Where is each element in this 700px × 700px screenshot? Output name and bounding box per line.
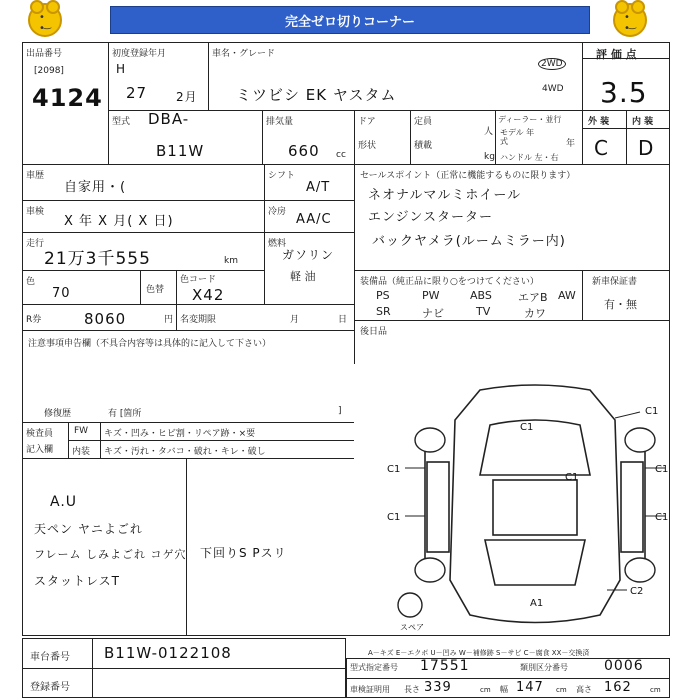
fw-label: FW — [74, 426, 89, 436]
ac-label: 冷房 — [268, 207, 287, 217]
inspector-label: 検査員 — [26, 429, 54, 439]
int-marks: キズ・汚れ・タバコ・破れ・キレ・破し — [104, 447, 266, 457]
model-year-unit: 年 — [566, 139, 576, 149]
mascot-bear-right-icon — [613, 3, 647, 37]
tax-day: 日 — [338, 315, 348, 325]
history-value: 自家用・( — [64, 180, 127, 195]
roof — [493, 480, 577, 535]
wheel-rl-icon — [415, 558, 445, 582]
repair-close: ] — [338, 406, 342, 416]
type-cert-label: 型式指定番号 — [350, 663, 398, 672]
banner-title: 完全ゼロ切りコーナー — [110, 6, 590, 34]
height-label: 高さ — [576, 685, 592, 694]
era-value: H — [116, 62, 127, 76]
equip-tv: TV — [476, 305, 491, 318]
color-code-value: X42 — [192, 286, 225, 304]
inspector-note-2: 天ペン ヤニよごれ — [34, 522, 143, 536]
len-label: 長さ — [404, 685, 420, 694]
equip-aw: AW — [558, 289, 576, 302]
len-value: 339 — [424, 680, 452, 695]
recycle-unit: 円 — [164, 315, 174, 325]
equip-sr: SR — [376, 305, 391, 318]
notes-label: 注意事項申告欄（不具合内容等は具体的に記入して下さい） — [28, 339, 272, 349]
fuel-value: ガソリン — [282, 248, 335, 262]
wheel-fr-icon — [625, 428, 655, 452]
mileage-label: 走行 — [26, 239, 45, 249]
repair-label: 修復歴 — [44, 409, 72, 419]
equip-navi: ナビ — [422, 307, 444, 320]
displacement-label: 排気量 — [266, 117, 294, 127]
dealer-label: ディーラー・並行 — [498, 115, 562, 124]
damage-legend: A－キズ E－エクボ U－凹み W－補修跡 S－サビ C－腐食 XX－交換済 — [368, 649, 590, 657]
vehicle-damage-diagram — [385, 380, 685, 635]
inspection-label: 車検 — [26, 207, 45, 217]
mark-right-1: C1 — [655, 464, 669, 475]
mark-rear: A1 — [530, 598, 544, 609]
owner-seat-label: 後日品 — [360, 327, 388, 337]
inspector-note-3: フレーム しみよごれ コゲ穴 — [34, 548, 187, 561]
width-label: 幅 — [500, 685, 508, 694]
fw-marks: キズ・凹み・ヒビ割・リペア跡・×要 — [104, 429, 256, 439]
lot-small: [2098] — [34, 66, 64, 76]
wheel-fl-icon — [415, 428, 445, 452]
spare-label: スペア — [400, 623, 424, 632]
model-label: 車名・グレード — [212, 49, 276, 59]
model-year-label: モデル 年式 — [500, 128, 535, 146]
inspector-side-note: 下回りS Pスリ — [200, 546, 287, 560]
lot-label: 出品番号 — [26, 49, 63, 59]
fuel-label: 燃料 — [268, 239, 287, 249]
chassis-code: B11W — [156, 142, 205, 160]
interior-grade: D — [638, 136, 655, 160]
type-label: 型式 — [112, 117, 131, 127]
header-banner — [0, 0, 700, 40]
mark-left-2: C1 — [387, 512, 401, 523]
mark-roof-front: C1 — [520, 422, 534, 433]
repair-value: 有 [箇所 — [108, 409, 142, 419]
equip-pw: PW — [422, 289, 440, 302]
month-value: 2月 — [176, 90, 198, 104]
score-label: 評 価 点 — [596, 48, 637, 61]
year-value: 27 — [126, 84, 148, 102]
drive-2wd: 2WD — [538, 58, 566, 70]
lot-number: 4124 — [32, 84, 103, 112]
tax-label: 名変期限 — [180, 315, 217, 325]
equip-ps: PS — [376, 289, 390, 302]
class-label: 類別区分番号 — [520, 663, 568, 672]
spare-wheel-icon — [398, 593, 422, 617]
warranty-value: 有・無 — [604, 298, 637, 311]
color-code-label: 色コード — [180, 275, 217, 285]
cert-label: 車検証明用 — [350, 685, 390, 694]
color-value: 70 — [52, 286, 71, 301]
mascot-bear-left-icon — [28, 3, 62, 37]
reg-label: 登録番号 — [30, 682, 70, 693]
mileage-unit: km — [224, 256, 238, 266]
score-value: 3.5 — [600, 76, 648, 109]
interior-label: 内 装 — [632, 117, 654, 127]
mark-left-1: C1 — [387, 464, 401, 475]
inspector-note-1: A.U — [50, 494, 78, 510]
equip-leather: カワ — [524, 307, 546, 320]
equip-airbag: エアB — [518, 291, 548, 304]
drive-4wd: 4WD — [542, 84, 564, 94]
type-value: DBA- — [148, 110, 190, 128]
equip-abs: ABS — [470, 289, 492, 302]
load-label: 積載 — [414, 141, 433, 151]
fuel-alt: 軽 油 — [290, 270, 316, 283]
model-value: ミツビシ EK ヤスタム — [236, 86, 397, 104]
history-label: 車歴 — [26, 171, 45, 181]
equipment-label: 装備品（純正品に限り○をつけてください） — [360, 277, 539, 287]
sales-points-label: セールスポイント（正常に機能するものに限ります） — [360, 171, 576, 181]
mark-center: C1 — [565, 472, 579, 483]
color-swap-label: 色替 — [146, 285, 165, 295]
mark-rear-right: C2 — [630, 586, 644, 597]
recycle-value: 8060 — [84, 310, 127, 328]
exterior-label: 外 装 — [588, 117, 610, 127]
int-label: 内装 — [72, 447, 91, 457]
capacity-unit: 人 — [484, 127, 494, 137]
recycle-label: R券 — [26, 315, 42, 325]
mark-right-2: C1 — [655, 512, 669, 523]
rear-window — [485, 540, 585, 585]
handle-label: ハンドル 左・右 — [500, 153, 559, 162]
height-value: 162 — [604, 680, 632, 695]
displacement-value: 660 — [288, 142, 320, 160]
height-unit: cm — [650, 686, 661, 694]
width-unit: cm — [556, 686, 567, 694]
equipment-grid — [358, 287, 582, 320]
shift-label: シフト — [268, 171, 296, 181]
inspection-value: X 年 X 月( X 日) — [64, 214, 174, 229]
sales-point-2: エンジンスターター — [368, 210, 493, 225]
sales-point-3: バックヤメラ(ルームミラー内) — [372, 234, 566, 249]
door-label: ドア — [358, 117, 376, 127]
load-unit: kg — [484, 152, 495, 162]
entry-label: 記入欄 — [26, 445, 54, 455]
color-label: 色 — [26, 277, 36, 287]
displacement-unit: cc — [336, 150, 346, 160]
first-reg-label: 初度登録年月 — [112, 49, 167, 59]
chassis-label: 車台番号 — [30, 652, 70, 663]
width-value: 147 — [516, 680, 544, 695]
shift-value: A/T — [306, 180, 331, 195]
windshield — [480, 420, 590, 475]
warranty-label: 新車保証書 — [592, 277, 638, 287]
ac-value: AA/C — [296, 212, 332, 227]
capacity-label: 定員 — [414, 117, 433, 127]
exterior-grade: C — [594, 136, 609, 160]
tax-month: 月 — [290, 315, 300, 325]
chassis-value: B11W-0122108 — [104, 644, 232, 662]
type-cert-value: 17551 — [420, 658, 470, 674]
inspector-note-4: スタットレスT — [34, 574, 120, 588]
wheel-rr-icon — [625, 558, 655, 582]
mark-front-right: C1 — [645, 406, 659, 417]
mileage-value: 21万3千555 — [44, 249, 151, 269]
shape-label: 形状 — [358, 141, 377, 151]
sales-point-1: ネオナルマルミホイール — [368, 188, 522, 203]
class-value: 0006 — [604, 658, 644, 674]
len-unit: cm — [480, 686, 491, 694]
